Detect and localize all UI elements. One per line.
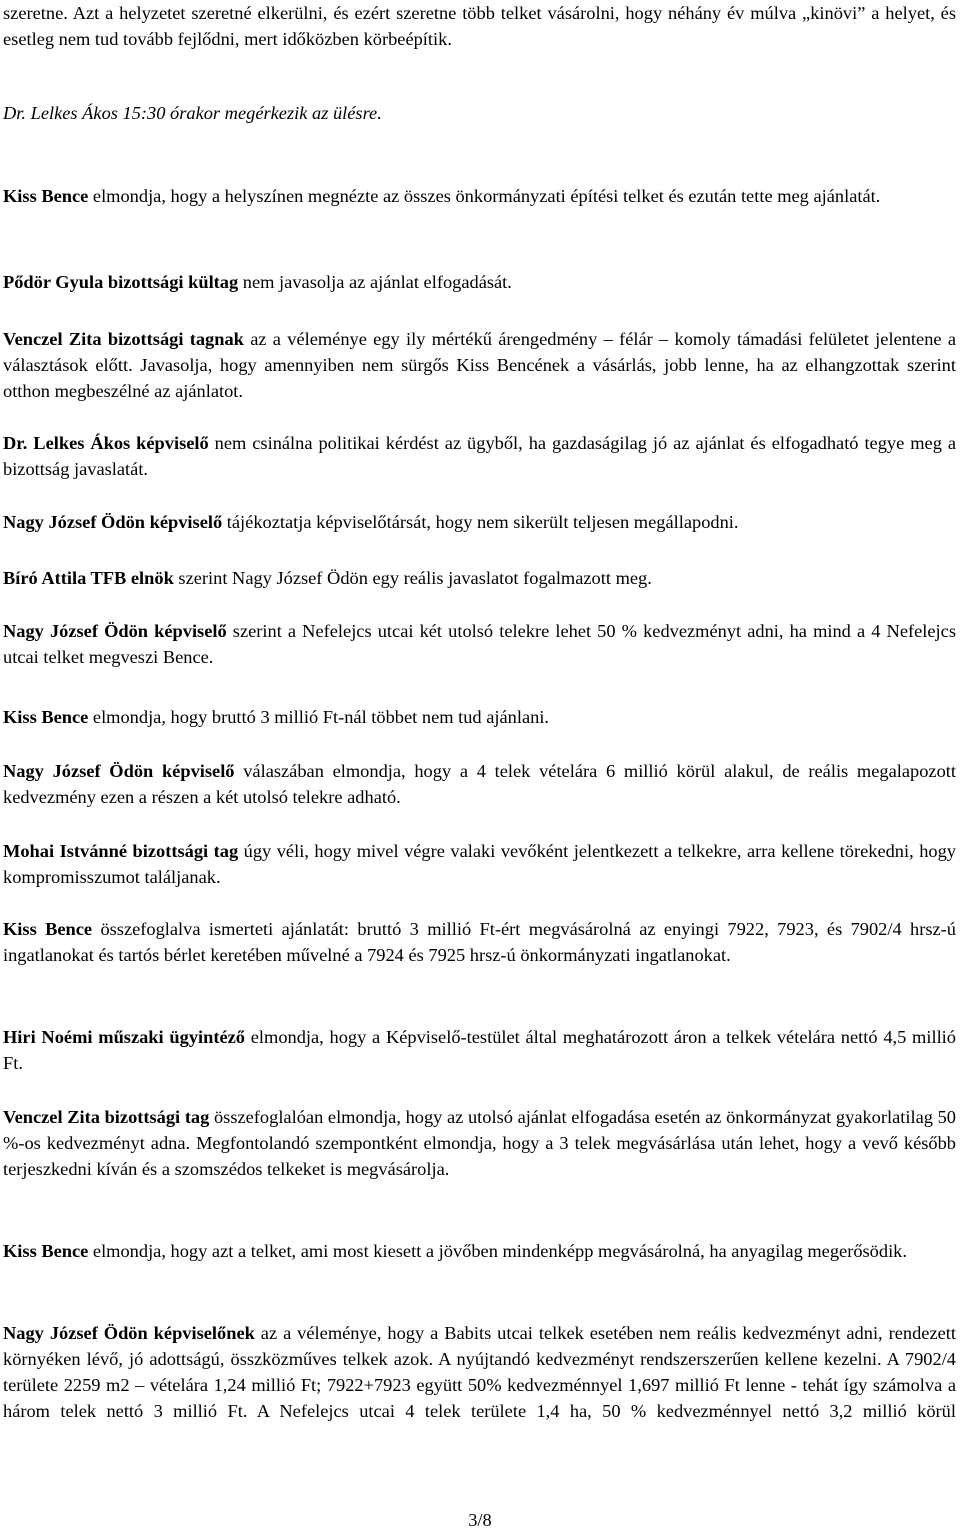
speaker-name: Kiss Bence — [3, 919, 93, 939]
paragraph-kiss-bence-3 — [3, 916, 956, 968]
paragraph-text: Dr. Lelkes Ákos 15:30 órakor megérkezik az ülésre. — [3, 103, 382, 123]
speaker-name: Venczel Zita bizottsági tagnak — [3, 329, 244, 349]
paragraph-text: összefoglalva ismerteti ajánlatát: bruttó 3 millió Ft-ért megvásárolná az enyingi 7922, 7923, és 7902/4 hrsz-ú ingatlanokat és tartós bérlet keretében művelné a 7924 és 7925 hrsz-ú önkormányzati ingatlanokat. — [3, 919, 956, 965]
paragraph-nagy-jozsef-4 — [3, 1320, 956, 1424]
paragraph-kiss-bence-2 — [3, 704, 956, 730]
speaker-name: Bíró Attila TFB elnök — [3, 568, 174, 588]
paragraph-venczel-zita-1 — [3, 326, 956, 404]
speaker-name: Venczel Zita bizottsági tag — [3, 1107, 210, 1127]
paragraph-biro-attila — [3, 565, 956, 591]
paragraph-text: szeretne. Azt a helyzetet szeretné elkerülni, és ezért szeretne több telket vásárolni, hogy néhány év múlva „kinövi” a helyet, és esetleg nem tud tovább fejlődni, mert időközben körbeépítik. — [3, 3, 956, 49]
paragraph-text: nem javasolja az ajánlat elfogadását. — [238, 272, 512, 292]
speaker-name: Hiri Noémi műszaki ügyintéző — [3, 1027, 245, 1047]
paragraph-nagy-jozsef-1 — [3, 509, 956, 535]
speaker-name: Nagy József Ödön képviselőnek — [3, 1323, 255, 1343]
paragraph-text: elmondja, hogy a helyszínen megnézte az összes önkormányzati építési telket és ezután tette meg ajánlatát. — [88, 186, 881, 206]
speaker-name: Pődör Gyula bizottsági kültag — [3, 272, 239, 292]
speaker-name: Mohai Istvánné bizottsági tag — [3, 841, 239, 861]
paragraph-podor-gyula — [3, 269, 956, 295]
paragraph-nagy-jozsef-3 — [3, 758, 956, 810]
paragraph-text: elmondja, hogy a Képviselő-testület által meghatározott áron a telkek vételára nettó 4,5 millió Ft. — [3, 1027, 956, 1073]
speaker-name: Kiss Bence — [3, 1241, 89, 1261]
speaker-name: Nagy József Ödön képviselő — [3, 621, 227, 641]
paragraph-text: szerint Nagy József Ödön egy reális javaslatot fogalmazott meg. — [173, 568, 652, 588]
paragraph-text: az a véleménye egy ily mértékű árengedmény – félár – komoly támadási felületet jelentene a választások előtt. Javasolja, hogy amennyiben nem sürgős Kiss Bencének a vásárlás, jobb lenne, ha az elhangzottak szerint otthon megbeszélné az ajánlatot. — [3, 329, 956, 401]
paragraph-venczel-zita-2 — [3, 1104, 956, 1182]
speaker-name: Kiss Bence — [3, 707, 89, 727]
speaker-name: Dr. Lelkes Ákos képviselő — [3, 433, 209, 453]
paragraph-text: összefoglalóan elmondja, hogy az utolsó ajánlat elfogadása esetén az önkormányzat gyakorlatilag 50 %-os kedvezményt adna. Megfontolandó szempontként elmondja, hogy a 3 telek megvásárlása után lehet, hogy a vevő később terjeszkedni kíván és a szomszédos telkeket is megvásárolja. — [3, 1107, 956, 1179]
speaker-name: Kiss Bence — [3, 186, 89, 206]
paragraph-text: úgy véli, hogy mivel végre valaki vevőként jelentkezett a telkekre, arra kellene törekedni, hogy kompromisszumot találjanak. — [3, 841, 956, 887]
paragraph-text: elmondja, hogy azt a telket, ami most kiesett a jövőben mindenképp megvásárolná, ha anyagilag megerősödik. — [88, 1241, 907, 1261]
speaker-name: Nagy József Ödön képviselő — [3, 761, 235, 781]
paragraph-text: válaszában elmondja, hogy a 4 telek vételára 6 millió körül alakul, de reális megalapozott kedvezmény ezen a részen a két utolsó telekre adható. — [3, 761, 956, 807]
speaker-name: Nagy József Ödön képviselő — [3, 512, 223, 532]
paragraph-intro — [3, 0, 956, 52]
page-number: 3/8 — [468, 1510, 492, 1530]
paragraph-text: az a véleménye, hogy a Babits utcai telkek esetében nem reális kedvezményt adni, rendezett környéken lévő, jó adottságú, összközműves telkek azok. A nyújtandó kedvezményt rendszerszerűen kellene kezelni. A 7902/4 területe 2259 m2 – vételára 1,24 millió Ft; 7922+7923 együtt 50% kedvezménnyel 1,697 millió Ft lenne - tehát így számolva a három telek nettó 3 millió Ft. A Nefelejcs utcai 4 telek területe 1,4 ha, 50 % kedvezménnyel nettó 3,2 millió körül — [3, 1323, 956, 1421]
paragraph-kiss-bence-4 — [3, 1238, 956, 1264]
paragraph-hiri-noemi — [3, 1024, 956, 1076]
paragraph-nagy-jozsef-2 — [3, 618, 956, 670]
paragraph-mohai-istvanne — [3, 838, 956, 890]
paragraph-lelkes-akos — [3, 430, 956, 482]
paragraph-text: nem csinálna politikai kérdést az ügyből, ha gazdaságilag jó az ajánlat és elfogadható tegye meg a bizottság javaslatát. — [3, 433, 957, 479]
paragraph-text: szerint a Nefelejcs utcai két utolsó telekre lehet 50 % kedvezményt adni, ha mind a 4 Nefelejcs utcai telket megveszi Bence. — [3, 621, 956, 667]
paragraph-arrival-note — [3, 100, 956, 126]
paragraph-text: tájékoztatja képviselőtársát, hogy nem sikerült teljesen megállapodni. — [222, 512, 739, 532]
paragraph-text: elmondja, hogy bruttó 3 millió Ft-nál többet nem tud ajánlani. — [88, 707, 550, 727]
paragraph-kiss-bence-1 — [3, 183, 956, 209]
